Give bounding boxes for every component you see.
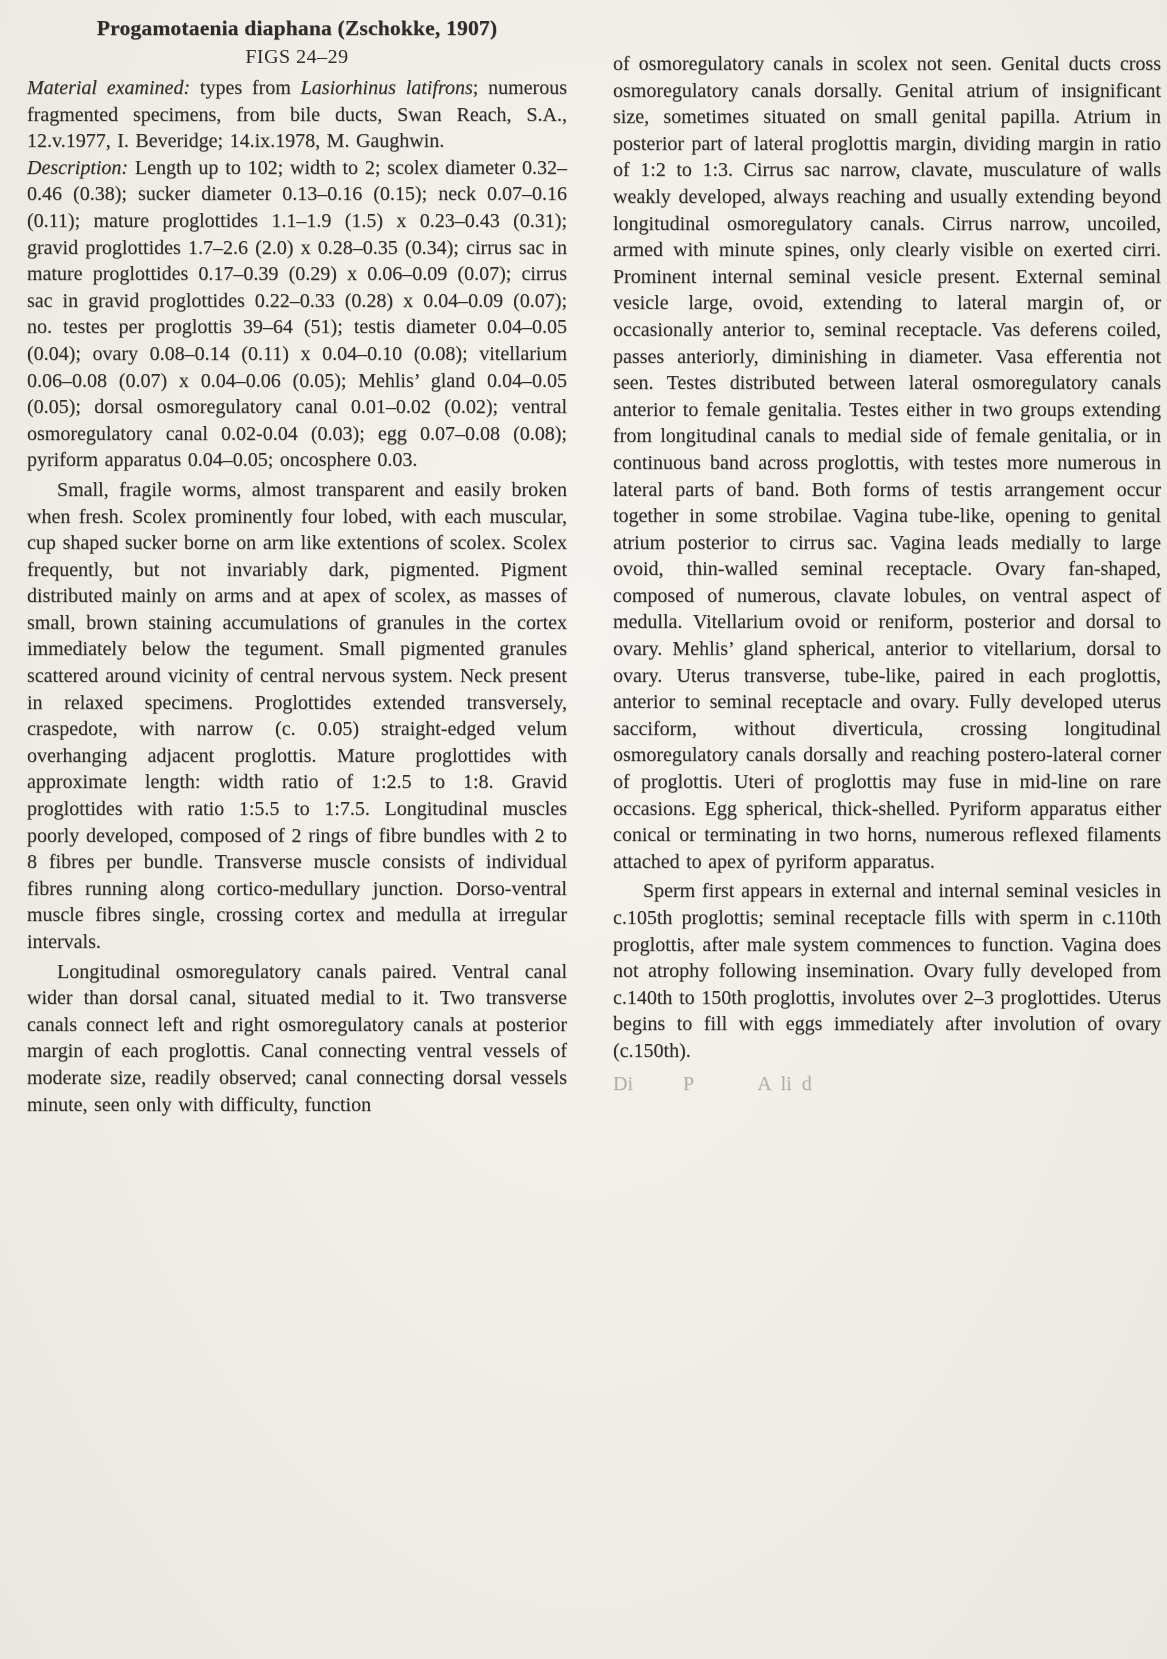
- figs-caption: FIGS 24–29: [245, 46, 349, 68]
- right-column: [613, 14, 1161, 1659]
- osmoregulatory-canals-paragraph: Longitudinal osmoregulatory canals paired. Ventral canal wider than dorsal canal, situated medial to it. Two transverse canals connect left and right osmoregulatory canals at posterior margin of each proglottis. Canal connecting ventral vessels of moderate size, readily observed; canal connecting dorsal vessels minute, seen only with difficulty, function: [27, 960, 567, 1116]
- morphology-paragraph: Small, fragile worms, almost transparent and easily broken when fresh. Scolex prominently four lobed, with each muscular, cup shaped sucker borne on arm like extentions of scolex. Scolex frequently, but not invariably dark, pigmented. Pigment distributed mainly on arms and at apex of scolex, as masses of small, brown staining accumulations of granules in the cortex immediately below the tegument. Small pigmented granules scattered around vicinity of central nervous system. Neck present in relaxed specimens. Proglottides extended transversely, craspedote, with narrow (c. 0.05) straight-edged velum overhanging adjacent proglottis. Mature proglottides with approximate length: width ratio of 1:2.5 to 1:8. Gravid proglottides with ratio 1:5.5 to 1:7.5. Longitudinal muscles poorly developed, composed of 2 rings of fibre bundles with 2 to 8 fibres per bundle. Transverse muscle consists of individual fibres running along cortico-medullary junction. Dorso-ventral muscle fibres single, crossing cortex and medulla at irregular intervals.: [27, 478, 567, 953]
- description-label: Description:: [27, 156, 129, 179]
- material-examined-paragraph: [27, 75, 567, 155]
- host-species-name: Lasiorhinus latifrons: [300, 77, 473, 99]
- description-measurements-text: Length up to 102; width to 2; scolex diameter 0.32–0.46 (0.38); sucker diameter 0.13–0.16 (0.15); neck 0.07–0.16 (0.11); mature proglottides 1.1–1.9 (1.5) x 0.23–0.43 (0.31); gravid proglottides 1.7–2.6 (2.0) x 0.28–0.35 (0.34); cirrus sac in mature proglottides 0.17–0.39 (0.29) x 0.06–0.09 (0.07); cirrus sac in gravid proglottides 0.22–0.33 (0.28) x 0.04–0.09 (0.07); no. testes per proglottis 39–64 (51); testis diameter 0.04–0.05 (0.04); ovary 0.08–0.14 (0.11) x 0.04–0.10 (0.08); vitellarium 0.06–0.08 (0.07) x 0.04–0.06 (0.05); Mehlis’ gland 0.04–0.05 (0.05); dorsal osmoregulatory canal 0.01–0.02 (0.02); ventral osmoregulatory canal 0.02-0.04 (0.03); egg 0.07–0.08 (0.08); pyriform apparatus 0.04–0.05; oncosphere 0.03.: [27, 156, 567, 472]
- description-paragraph: [27, 155, 567, 474]
- development-paragraph: Sperm first appears in external and internal seminal vesicles in c.105th proglottis; seminal receptacle fills with sperm in c.110th proglottis, after male system commences to function. Vagina does not atrophy following insemination. Ovary fully developed from c.140th to 150th proglottis, involutes over 2–3 proglottides. Uterus begins to fill with eggs immediately after involution of ovary (c.150th).: [613, 880, 1161, 1062]
- continuation-paragraph: of osmoregulatory canals in scolex not seen. Genital ducts cross osmoregulatory canals dorsally. Genital atrium of insignificant size, sometimes situated on small genital papilla. Atrium in posterior part of lateral proglottis margin, dividing margin in ratio of 1:2 to 1:3. Cirrus sac narrow, clavate, musculature of walls weakly developed, always reaching and usually extending beyond longitudinal osmoregulatory canals. Cirrus narrow, uncoiled, armed with minute spines, only clearly visible on exerted cirri. Prominent internal seminal vesicle present. External seminal vesicle large, ovoid, extending to lateral margin of, or occasionally anterior to, seminal receptacle. Vas deferens coiled, passes anteriorly, diminishing in diameter. Vasa efferentia not seen. Testes distributed between lateral osmoregulatory canals anterior to female genitalia. Testes either in two groups extending from longitudinal canals to medial side of female genitalia, or in continuous band across proglottis, with testes more numerous in lateral parts of band. Both forms of testis arrangement occur together in some strobilae. Vagina tube-like, opening to genital atrium posterior to cirrus sac. Vagina leads medially to large ovoid, thin-walled seminal receptacle. Ovary fan-shaped, composed of numerous, clavate lobules, on ventral aspect of medulla. Vitellarium ovoid or reniform, posterior and dorsal to ovary. Mehlis’ gland spherical, anterior to vitellarium, dorsal to ovary. Uterus transverse, tube-like, paired in each proglottis, anterior to seminal receptacle and ovary. Fully developed uterus sacciform, without diverticula, crossing longitudinal osmoregulatory canals dorsally and reaching postero-lateral corner of proglottis. Uteri of proglottis may fuse in mid-line on rare occasions. Egg spherical, thick-shelled. Pyriform apparatus either conical or terminating in two horns, numerous reflexed filaments attached to apex of pyriform apparatus.: [613, 53, 1161, 873]
- cutoff-line-fragment: Di P A li d: [613, 1072, 812, 1095]
- material-examined-rest: ; numerous fragmented specimens, from bile ducts, Swan Reach, S.A., 12.v.1977, I. Beveridge; 14.ix.1978, M. Gaughwin.: [27, 77, 568, 153]
- material-examined-label: Material examined:: [27, 77, 191, 99]
- material-examined-text: types from: [190, 77, 301, 99]
- species-heading: Progamotaenia diaphana (Zschokke, 1907): [96, 16, 498, 40]
- left-column: [27, 14, 567, 1659]
